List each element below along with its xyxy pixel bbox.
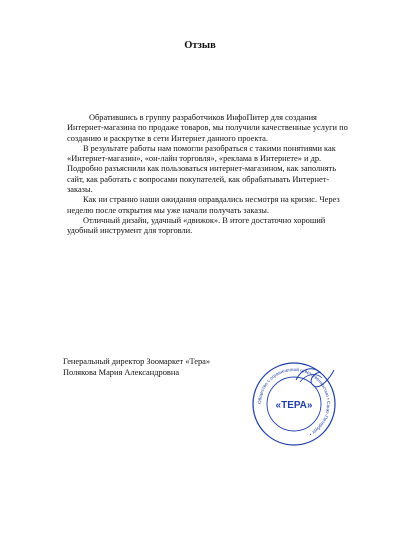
document-body (67, 113, 352, 237)
paragraph-3: Как ни странно наши ожидания оправдались несмотря на кризис. Через неделю после открытия мы уже начали получать заказы. (67, 195, 340, 215)
paragraph-2: В результате работы нам помогли разобраться с такими понятиями как «Интернет-магазин», «он-лайн торговля», «реклама в Интернете» и др. Подробно разъяснили как пользоваться интернет-магазином, как заполнять сайт, как работать с вопросами покупателей, как обрабатывать Интернет-заказы. (67, 143, 337, 195)
company-stamp (250, 360, 338, 448)
document-title: Отзыв (184, 40, 216, 51)
stamp-ring-text: Общество с ограниченной ответственностью • Санкт-Петербург • (256, 366, 332, 437)
paragraph-4: Отличный дизайн, удачный «движок». В итоге достаточно хороший удобный инструмент для торговли. (67, 215, 326, 236)
signature-position: Генеральный директор Зоомаркет «Тера» (63, 357, 211, 366)
paragraph-1: Обратившись в группу разработчиков ИнфоПитер для создания Интернет-магазина по продаже товаров, мы получили качественные услуги по созданию и раскрутке в сети Интернет данного проекта. (67, 113, 348, 143)
stamp-company-name: «ТЕРА» (275, 400, 313, 411)
signature-name: Полякова Мария Александровна (63, 368, 180, 377)
